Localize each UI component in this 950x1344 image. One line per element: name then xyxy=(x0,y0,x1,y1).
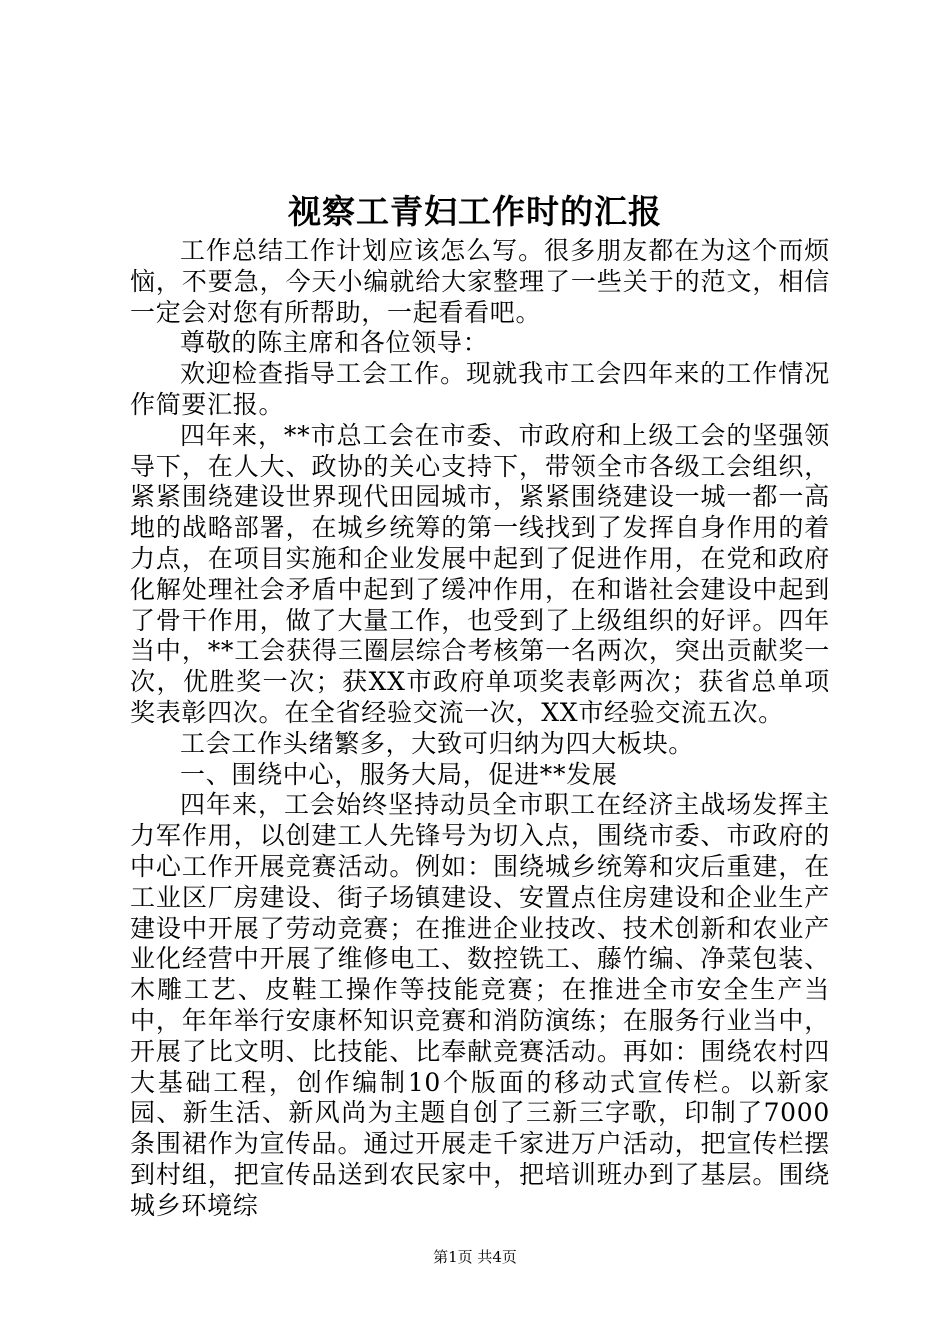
page-footer: 第1页 共4页 xyxy=(433,1248,517,1266)
welcome-paragraph: 欢迎检查指导工会工作。现就我市工会四年来的工作情况作简要汇报。 xyxy=(130,359,830,419)
salutation-paragraph: 尊敬的陈主席和各位领导： xyxy=(180,328,489,358)
intro-paragraph: 工作总结工作计划应该怎么写。很多朋友都在为这个而烦恼，不要急，今天小编就给大家整理了一些关于的范文，相信一定会对您有所帮助，一起看看吧。 xyxy=(130,236,830,327)
summary-paragraph: 工会工作头绪繁多，大致可归纳为四大板块。 xyxy=(180,728,695,758)
document-body xyxy=(130,236,830,1222)
section-paragraph: 四年来，工会始终坚持动员全市职工在经济主战场发挥主力军作用，以创建工人先锋号为切入点，围绕市委、市政府的中心工作开展竞赛活动。例如：围绕城乡统筹和灾后重建，在工业区厂房建设、街子场镇建设、安置点住房建设和企业生产建设中开展了劳动竞赛；在推进企业技改、技术创新和农业产业化经营中开展了维修电工、数控铣工、藤竹编、净菜包装、木雕工艺、皮鞋工操作等技能竞赛；在推进全市安全生产当中，年年举行安康杯知识竞赛和消防演练；在服务行业当中，开展了比文明、比技能、比奉献竞赛活动。再如：围绕农村四大基础工程，创作编制10个版面的移动式宣传栏。以新家园、新生活、新风尚为主题自创了三新三字歌，印制了7000条围裙作为宣传品。通过开展走千家进万户活动，把宣传栏摆到村组，把宣传品送到农民家中，把培训班办到了基层。围绕城乡环境综 xyxy=(130,790,830,1220)
section-heading: 一、围绕中心，服务大局，促进**发展 xyxy=(180,759,618,789)
overview-paragraph: 四年来，**市总工会在市委、市政府和上级工会的坚强领导下，在人大、政协的关心支持下，带领全市各级工会组织，紧紧围绕建设世界现代田园城市，紧紧围绕建设一城一都一高地的战略部署，在城乡统筹的第一线找到了发挥自身作用的着力点，在项目实施和企业发展中起到了促进作用，在党和政府化解处理社会矛盾中起到了缓冲作用，在和谐社会建设中起到了骨干作用，做了大量工作，也受到了上级组织的好评。四年当中，**工会获得三圈层综合考核第一名两次，突出贡献奖一次，优胜奖一次；获XX市政府单项奖表彰两次；获省总单项奖表彰四次。在全省经验交流一次，XX市经验交流五次。 xyxy=(130,420,830,727)
document-title: 视察工青妇工作时的汇报 xyxy=(288,192,662,231)
